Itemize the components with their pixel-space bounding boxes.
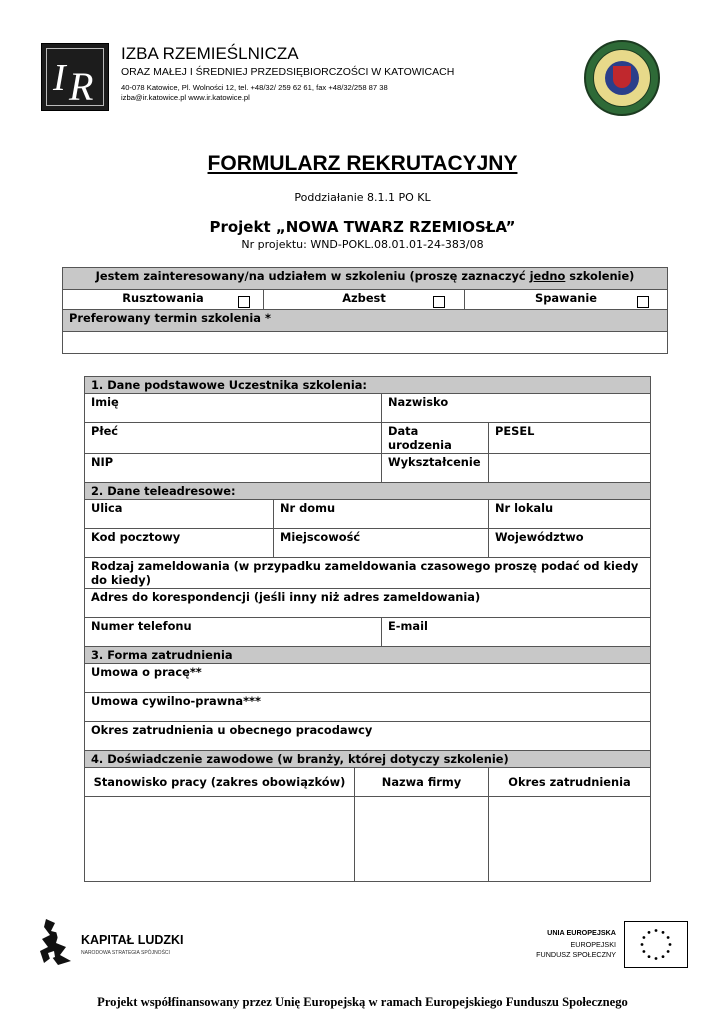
kapital-ludzki-subtitle: NARODOWA STRATEGIA SPÓJNOŚCI bbox=[81, 950, 170, 956]
preferred-term-label: Preferowany termin szkolenia * bbox=[63, 310, 668, 332]
field-civil-contract[interactable]: Umowa cywilno-prawna*** bbox=[85, 693, 651, 722]
field-last-name[interactable]: Nazwisko bbox=[382, 394, 651, 423]
kapital-ludzki-logo-icon bbox=[38, 917, 74, 969]
eu-star-icon bbox=[667, 950, 670, 953]
field-postal-code[interactable]: Kod pocztowy bbox=[85, 529, 274, 558]
option-azbest: Azbest bbox=[264, 290, 465, 310]
checkbox-spawanie[interactable] bbox=[637, 296, 649, 308]
field-education[interactable]: Wykształcenie bbox=[382, 454, 489, 483]
project-title: Projekt „NOWA TWARZ RZEMIOSŁA” bbox=[209, 218, 516, 236]
svg-text:R: R bbox=[69, 64, 94, 109]
training-header: Jestem zainteresowany/na udziałem w szkoleniu (proszę zaznaczyć jedno szkolenie) bbox=[63, 268, 668, 290]
eu-star-icon bbox=[662, 931, 665, 934]
field-email[interactable]: E-mail bbox=[382, 618, 651, 647]
field-employment-contract[interactable]: Umowa o pracę** bbox=[85, 664, 651, 693]
field-first-name[interactable]: Imię bbox=[85, 394, 382, 423]
eu-star-icon bbox=[648, 931, 651, 934]
section-experience: 4. Doświadczenie zawodowe (w branży, której dotyczy szkolenie) bbox=[85, 751, 651, 768]
eu-title: UNIA EUROPEJSKA bbox=[547, 928, 616, 937]
field-pesel[interactable]: PESEL bbox=[489, 423, 651, 454]
field-education-extra[interactable] bbox=[489, 454, 651, 483]
izba-logo bbox=[41, 43, 109, 111]
eu-flag-icon bbox=[624, 921, 688, 968]
col-company: Nazwa firmy bbox=[355, 768, 489, 797]
eu-star-icon bbox=[655, 929, 658, 932]
participant-table bbox=[84, 376, 651, 882]
eu-star-icon bbox=[643, 950, 646, 953]
eu-star-icon bbox=[669, 943, 672, 946]
section-employment: 3. Forma zatrudnienia bbox=[85, 647, 651, 664]
org-address bbox=[121, 83, 388, 103]
option-rusztowania: Rusztowania bbox=[63, 290, 264, 310]
field-phone[interactable]: Numer telefonu bbox=[85, 618, 382, 647]
kapital-ludzki-title: KAPITAŁ LUDZKI bbox=[81, 933, 184, 947]
eu-star-icon bbox=[662, 955, 665, 958]
experience-company-cell[interactable] bbox=[355, 797, 489, 882]
preferred-term-field[interactable] bbox=[63, 332, 668, 354]
field-city[interactable]: Miejscowość bbox=[274, 529, 489, 558]
field-voivodeship[interactable]: Województwo bbox=[489, 529, 651, 558]
field-nip[interactable]: NIP bbox=[85, 454, 382, 483]
field-street[interactable]: Ulica bbox=[85, 500, 274, 529]
col-period: Okres zatrudnienia bbox=[489, 768, 651, 797]
section-basic-data: 1. Dane podstawowe Uczestnika szkolenia: bbox=[85, 377, 651, 394]
org-name: IZBA RZEMIEŚLNICZA bbox=[121, 44, 299, 63]
field-employment-period[interactable]: Okres zatrudnienia u obecnego pracodawcy bbox=[85, 722, 651, 751]
project-number: Nr projektu: WND-POKL.08.01.01-24-383/08 bbox=[241, 238, 484, 251]
ir-monogram-icon bbox=[42, 44, 108, 110]
field-house-no[interactable]: Nr domu bbox=[274, 500, 489, 529]
field-birth-date[interactable]: Data urodzenia bbox=[382, 423, 489, 454]
section-contact-data: 2. Dane teleadresowe: bbox=[85, 483, 651, 500]
field-registration[interactable]: Rodzaj zameldowania (w przypadku zameldowania czasowego proszę podać od kiedy do kiedy) bbox=[85, 558, 651, 589]
eu-star-icon bbox=[648, 955, 651, 958]
rzemioslo-seal-logo bbox=[584, 40, 660, 116]
field-flat-no[interactable]: Nr lokalu bbox=[489, 500, 651, 529]
address-line: 40-078 Katowice, Pl. Wolności 12, tel. +48/32/ 259 62 61, fax +48/32/258 87 38 bbox=[121, 83, 388, 92]
eu-fund-line2: FUNDUSZ SPOŁECZNY bbox=[536, 950, 616, 959]
checkbox-rusztowania[interactable] bbox=[238, 296, 250, 308]
svg-text:I: I bbox=[53, 57, 66, 99]
eu-fund-line1: EUROPEJSKI bbox=[570, 940, 616, 949]
experience-period-cell[interactable] bbox=[489, 797, 651, 882]
training-table bbox=[62, 267, 668, 354]
checkbox-azbest[interactable] bbox=[433, 296, 445, 308]
form-title: FORMULARZ REKRUTACYJNY bbox=[207, 152, 518, 175]
experience-position-cell[interactable] bbox=[85, 797, 355, 882]
cofinancing-note: Projekt współfinansowany przez Unię Europejską w ramach Europejskiego Funduszu Społecznego bbox=[97, 995, 628, 1009]
field-gender[interactable]: Płeć bbox=[85, 423, 382, 454]
eu-star-icon bbox=[643, 936, 646, 939]
eu-star-icon bbox=[667, 936, 670, 939]
contact-line: izba@ir.katowice.pl www.ir.katowice.pl bbox=[121, 93, 250, 102]
form-subtitle: Poddziałanie 8.1.1 PO KL bbox=[294, 191, 431, 204]
org-subtitle: ORAZ MAŁEJ I ŚREDNIEJ PRZEDSIĘBIORCZOŚCI W KATOWICACH bbox=[121, 66, 455, 78]
col-position: Stanowisko pracy (zakres obowiązków) bbox=[85, 768, 355, 797]
option-spawanie: Spawanie bbox=[465, 290, 668, 310]
eu-star-icon bbox=[655, 957, 658, 960]
field-correspondence[interactable]: Adres do korespondencji (jeśli inny niż adres zameldowania) bbox=[85, 589, 651, 618]
eu-star-icon bbox=[641, 943, 644, 946]
